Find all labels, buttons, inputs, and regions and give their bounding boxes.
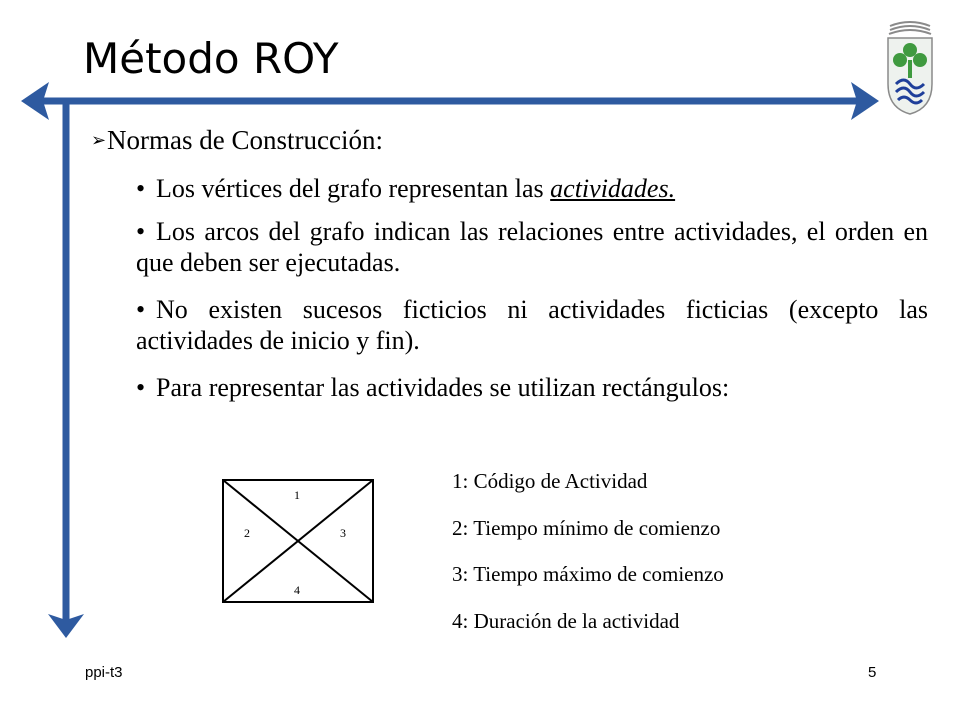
bullet-text: Los arcos del grafo indican las relaciones entre actividades, el orden en que deben ser ejecutadas.: [136, 217, 928, 277]
bullet-dot: •: [136, 217, 146, 246]
footer-page-number: 5: [868, 664, 877, 681]
bullet-list: [136, 173, 928, 415]
section-heading: [91, 126, 383, 156]
diagram-label-bottom: 4: [294, 583, 300, 597]
diagram-label-right: 3: [340, 526, 346, 540]
diagram-label-top: 1: [294, 488, 300, 502]
diagram-label-left: 2: [244, 526, 250, 540]
legend-item: 2: Tiempo mínimo de comienzo: [452, 515, 721, 540]
down-arrowhead-icon: [48, 614, 84, 638]
bullet-item: [136, 216, 928, 278]
bullet-dot: •: [136, 174, 146, 203]
bullet-dot: •: [136, 373, 146, 402]
university-shield-logo: [884, 20, 936, 116]
diagram-legend: [452, 469, 724, 655]
bullet-dot: •: [136, 295, 146, 324]
bullet-text: Para representar las actividades se utilizan rectángulos:: [156, 373, 730, 402]
legend-item: 1: Código de Actividad: [452, 469, 648, 493]
bullet-text: No existen sucesos ficticios ni actividades ficticias (excepto las actividades de inicio y fin).: [136, 295, 928, 355]
activity-rectangle-diagram: [222, 479, 374, 603]
section-heading-text: Normas de Construcción:: [107, 125, 383, 155]
footer-course-code: ppi-t3: [85, 664, 123, 681]
legend-item: 4: Duración de la actividad: [452, 608, 680, 633]
arrowhead-bullet-icon: ➢: [91, 130, 107, 151]
left-arrowhead-icon: [21, 82, 49, 120]
bullet-emphasis: actividades.: [550, 174, 676, 203]
bullet-text: Los vértices del grafo representan las: [156, 174, 551, 203]
legend-item: 3: Tiempo máximo de comienzo: [452, 562, 724, 586]
bullet-item: [136, 372, 928, 403]
bullet-item: [136, 294, 928, 356]
right-arrowhead-icon: [851, 82, 879, 120]
bullet-item: [136, 173, 928, 204]
slide-title: Método ROY: [83, 34, 339, 83]
